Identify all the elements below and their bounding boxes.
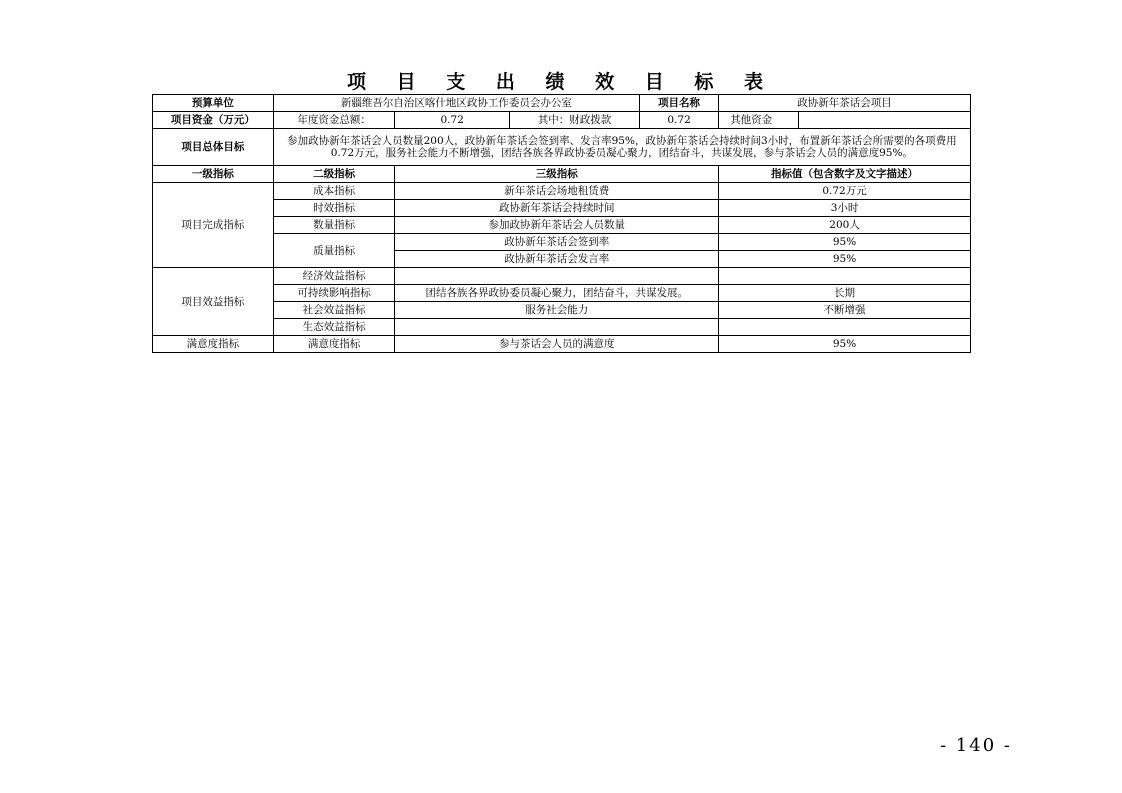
funds-label: 项目资金（万元） (153, 112, 274, 129)
indicator-value (719, 319, 971, 336)
indicator-level2: 质量指标 (273, 234, 395, 268)
table-row (153, 129, 971, 166)
indicator-value: 长期 (719, 285, 971, 302)
table-row (153, 268, 971, 285)
table-row (153, 336, 971, 353)
table-row (153, 319, 971, 336)
indicator-value: 0.72万元 (719, 183, 971, 200)
group-satisfaction: 满意度指标 (153, 336, 274, 353)
indicator-level3: 政协新年茶话会发言率 (395, 251, 719, 268)
indicator-level2: 数量指标 (273, 217, 395, 234)
performance-goal-table (152, 94, 971, 353)
group-completion: 项目完成指标 (153, 183, 274, 268)
overall-goal-text: 参加政协新年茶话会人员数量200人，政协新年茶话会签到率、发言率95%，政协新年茶话会持续时间3小时，布置新年茶话会所需要的各项费用0.72万元，服务社会能力不断增强，团结各族各界政协委员凝心聚力，团结奋斗，共谋发展，参与茶话会人员的满意度95%。 (273, 129, 970, 166)
project-name-label: 项目名称 (640, 95, 719, 112)
fiscal-value: 0.72 (640, 112, 719, 129)
indicator-level2: 生态效益指标 (273, 319, 395, 336)
table-row (153, 234, 971, 251)
indicator-value (719, 268, 971, 285)
table-row (153, 166, 971, 183)
indicator-value: 95% (719, 251, 971, 268)
project-name-value: 政协新年茶话会项目 (719, 95, 971, 112)
table-row (153, 285, 971, 302)
table-row (153, 95, 971, 112)
indicator-level3: 参加政协新年茶话会人员数量 (395, 217, 719, 234)
fiscal-label: 其中：财政拨款 (509, 112, 639, 129)
indicator-level3: 政协新年茶话会签到率 (395, 234, 719, 251)
indicator-value: 3小时 (719, 200, 971, 217)
other-funds-cell (719, 112, 971, 129)
column-header-level2: 二级指标 (273, 166, 395, 183)
budget-unit-label: 预算单位 (153, 95, 274, 112)
indicator-value: 95% (719, 336, 971, 353)
indicator-level2: 成本指标 (273, 183, 395, 200)
indicator-level2: 满意度指标 (273, 336, 395, 353)
indicator-level3 (395, 268, 719, 285)
indicator-value: 95% (719, 234, 971, 251)
indicator-level3: 政协新年茶话会持续时间 (395, 200, 719, 217)
indicator-level2: 时效指标 (273, 200, 395, 217)
indicator-value: 200人 (719, 217, 971, 234)
indicator-level3: 参与茶话会人员的满意度 (395, 336, 719, 353)
indicator-level3 (395, 319, 719, 336)
column-header-level3: 三级指标 (395, 166, 719, 183)
indicator-level3: 新年茶话会场地租赁费 (395, 183, 719, 200)
annual-total-value: 0.72 (395, 112, 509, 129)
page-number: - 140 - (940, 735, 1012, 756)
indicator-level2: 社会效益指标 (273, 302, 395, 319)
indicator-level2: 可持续影响指标 (273, 285, 395, 302)
other-funds-label: 其他资金 (730, 112, 799, 128)
indicator-level3: 服务社会能力 (395, 302, 719, 319)
table-row (153, 112, 971, 129)
indicator-level2: 经济效益指标 (273, 268, 395, 285)
table-row (153, 183, 971, 200)
table-row (153, 302, 971, 319)
indicator-value: 不断增强 (719, 302, 971, 319)
table-title: 项 目 支 出 绩 效 目 标 表 (347, 71, 775, 93)
overall-goal-label: 项目总体目标 (153, 129, 274, 166)
annual-total-label: 年度资金总额： (273, 112, 395, 129)
indicator-level3: 团结各族各界政协委员凝心聚力，团结奋斗，共谋发展。 (395, 285, 719, 302)
group-benefit: 项目效益指标 (153, 268, 274, 336)
table-row (153, 217, 971, 234)
table-row (153, 200, 971, 217)
column-header-level1: 一级指标 (153, 166, 274, 183)
budget-unit-value: 新疆维吾尔自治区喀什地区政协工作委员会办公室 (273, 95, 639, 112)
column-header-value: 指标值（包含数字及文字描述） (719, 166, 971, 183)
